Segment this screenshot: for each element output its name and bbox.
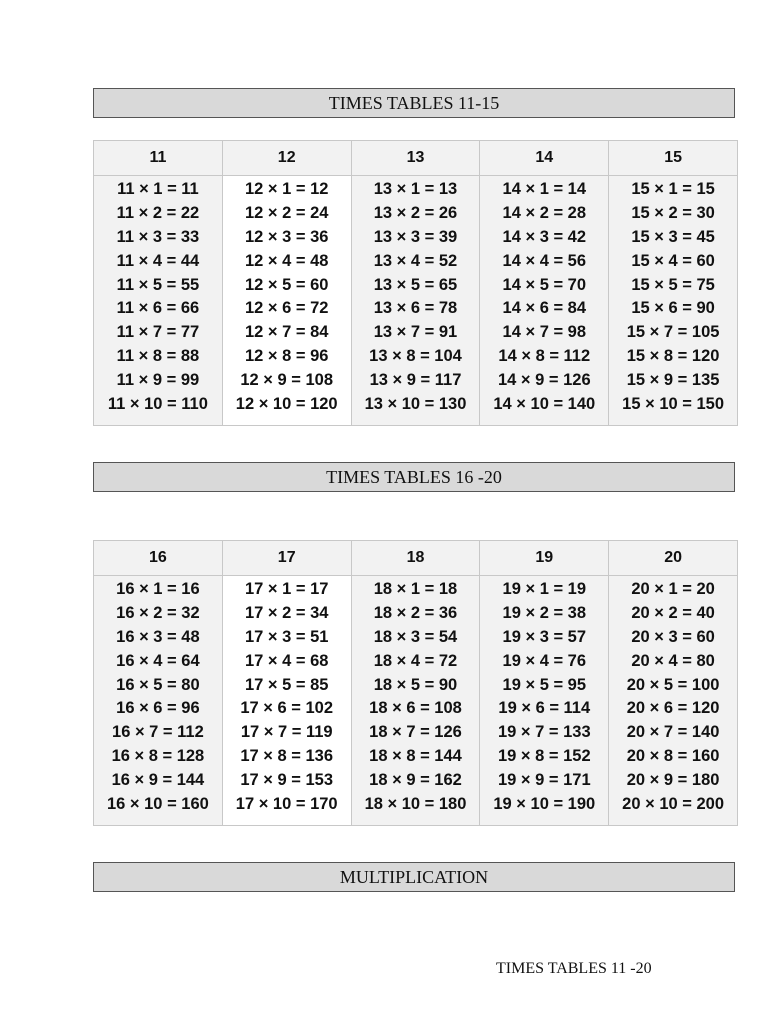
table-column [609,141,737,425]
multiplication-fact: 17 × 9 = 153 [240,771,334,790]
multiplication-fact: 16 × 6 = 96 [116,699,200,718]
multiplication-fact: 13 × 9 = 117 [369,371,462,390]
multiplication-fact: 20 × 1 = 20 [631,580,715,598]
multiplication-fact: 18 × 7 = 126 [369,723,462,742]
multiplication-fact: 15 × 10 = 150 [622,395,725,414]
section-title-11-15: TIMES TABLES 11-15 [93,88,735,118]
multiplication-fact: 12 × 1 = 12 [244,180,329,198]
multiplication-fact: 17 × 2 = 34 [244,603,329,622]
column-body [480,176,608,417]
multiplication-fact: 11 × 4 = 44 [116,251,200,270]
multiplication-fact: 19 × 6 = 114 [498,699,591,718]
column-body [609,576,737,817]
table-column [223,141,352,425]
column-body [480,576,608,817]
column-body [94,176,222,417]
multiplication-fact: 13 × 2 = 26 [373,203,458,222]
multiplication-fact: 19 × 10 = 190 [493,795,596,814]
multiplication-fact: 15 × 4 = 60 [631,251,715,270]
multiplication-fact: 16 × 3 = 48 [116,627,200,646]
table-column [352,541,481,825]
multiplication-fact: 15 × 3 = 45 [631,227,715,246]
multiplication-fact: 15 × 8 = 120 [626,347,720,366]
multiplication-fact: 14 × 2 = 28 [502,203,587,222]
multiplication-fact: 13 × 3 = 39 [373,227,458,246]
multiplication-fact: 19 × 2 = 38 [502,603,587,622]
multiplication-fact: 20 × 3 = 60 [631,627,715,646]
multiplication-fact: 11 × 5 = 55 [116,275,200,294]
multiplication-fact: 11 × 7 = 77 [116,323,200,342]
multiplication-fact: 12 × 10 = 120 [235,395,338,414]
multiplication-fact: 13 × 4 = 52 [373,251,458,270]
column-header: 20 [609,541,737,576]
multiplication-fact: 12 × 5 = 60 [244,275,329,294]
multiplication-fact: 13 × 8 = 104 [369,347,462,366]
multiplication-fact: 14 × 10 = 140 [493,395,596,414]
table-column [223,541,352,825]
multiplication-fact: 14 × 3 = 42 [502,227,587,246]
multiplication-fact: 16 × 10 = 160 [106,795,209,814]
multiplication-fact: 17 × 1 = 17 [244,580,329,598]
column-header: 19 [480,541,608,576]
column-header: 18 [352,541,480,576]
column-body [223,176,351,417]
multiplication-fact: 15 × 1 = 15 [631,180,715,198]
column-body [352,176,480,417]
multiplication-fact: 14 × 7 = 98 [502,323,587,342]
multiplication-fact: 16 × 7 = 112 [112,723,204,742]
multiplication-fact: 18 × 2 = 36 [373,603,458,622]
multiplication-fact: 19 × 8 = 152 [497,747,591,766]
times-table-11-15 [93,140,738,426]
multiplication-fact: 20 × 5 = 100 [626,675,720,694]
multiplication-fact: 17 × 10 = 170 [235,795,338,814]
multiplication-fact: 14 × 5 = 70 [502,275,587,294]
column-header: 13 [352,141,480,176]
multiplication-fact: 20 × 7 = 140 [626,723,720,742]
multiplication-fact: 20 × 9 = 180 [626,771,720,790]
multiplication-fact: 13 × 5 = 65 [373,275,458,294]
multiplication-fact: 15 × 5 = 75 [631,275,715,294]
multiplication-fact: 12 × 7 = 84 [244,323,329,342]
multiplication-fact: 12 × 6 = 72 [244,299,329,318]
multiplication-fact: 12 × 2 = 24 [244,203,329,222]
multiplication-fact: 11 × 6 = 66 [116,299,200,318]
multiplication-fact: 11 × 3 = 33 [116,227,200,246]
multiplication-fact: 17 × 8 = 136 [240,747,334,766]
multiplication-fact: 11 × 2 = 22 [116,203,200,222]
multiplication-fact: 15 × 7 = 105 [626,323,720,342]
multiplication-fact: 14 × 8 = 112 [498,347,591,366]
multiplication-fact: 16 × 1 = 16 [116,580,200,598]
column-body [609,176,737,417]
column-body [94,576,222,817]
multiplication-fact: 16 × 4 = 64 [116,651,200,670]
multiplication-fact: 13 × 6 = 78 [373,299,458,318]
table-column [480,541,609,825]
multiplication-fact: 17 × 3 = 51 [244,627,329,646]
column-header: 15 [609,141,737,176]
section-title-16-20: TIMES TABLES 16 -20 [93,462,735,492]
multiplication-fact: 18 × 8 = 144 [369,747,462,766]
multiplication-fact: 13 × 1 = 13 [373,180,458,198]
multiplication-fact: 12 × 9 = 108 [240,371,334,390]
multiplication-fact: 20 × 2 = 40 [631,603,715,622]
multiplication-fact: 17 × 7 = 119 [240,723,333,742]
multiplication-fact: 14 × 6 = 84 [502,299,587,318]
column-header: 16 [94,541,222,576]
multiplication-fact: 18 × 10 = 180 [364,795,467,814]
table-column [609,541,737,825]
column-header: 12 [223,141,351,176]
multiplication-fact: 19 × 3 = 57 [502,627,587,646]
times-table-16-20 [93,540,738,826]
table-column [352,141,481,425]
column-header: 17 [223,541,351,576]
multiplication-fact: 17 × 4 = 68 [244,651,329,670]
multiplication-fact: 12 × 3 = 36 [244,227,329,246]
multiplication-fact: 20 × 10 = 200 [622,795,725,814]
multiplication-fact: 18 × 3 = 54 [373,627,458,646]
multiplication-fact: 18 × 5 = 90 [373,675,458,694]
multiplication-fact: 15 × 9 = 135 [626,371,720,390]
column-header: 14 [480,141,608,176]
multiplication-fact: 14 × 1 = 14 [502,180,587,198]
table-column [480,141,609,425]
table-column [94,541,223,825]
multiplication-fact: 19 × 1 = 19 [502,580,587,598]
multiplication-fact: 19 × 5 = 95 [502,675,587,694]
multiplication-fact: 19 × 4 = 76 [502,651,587,670]
multiplication-fact: 18 × 6 = 108 [369,699,462,718]
column-body [352,576,480,817]
multiplication-fact: 16 × 2 = 32 [116,603,200,622]
multiplication-fact: 11 × 8 = 88 [116,347,200,366]
footer-label: TIMES TABLES 11 -20 [496,960,652,977]
multiplication-fact: 20 × 6 = 120 [626,699,720,718]
multiplication-fact: 18 × 1 = 18 [373,580,458,598]
multiplication-fact: 17 × 5 = 85 [244,675,329,694]
multiplication-fact: 19 × 9 = 171 [497,771,591,790]
multiplication-fact: 14 × 4 = 56 [502,251,587,270]
multiplication-fact: 12 × 4 = 48 [244,251,329,270]
multiplication-fact: 15 × 6 = 90 [631,299,715,318]
multiplication-fact: 12 × 8 = 96 [244,347,329,366]
multiplication-fact: 16 × 9 = 144 [111,771,205,790]
multiplication-fact: 15 × 2 = 30 [631,203,715,222]
column-body [223,576,351,817]
multiplication-fact: 11 × 10 = 110 [107,395,208,414]
multiplication-fact: 13 × 7 = 91 [373,323,458,342]
table-column [94,141,223,425]
multiplication-fact: 16 × 5 = 80 [116,675,200,694]
section-title-multiplication: MULTIPLICATION [93,862,735,892]
multiplication-fact: 18 × 9 = 162 [369,771,462,790]
multiplication-fact: 18 × 4 = 72 [373,651,458,670]
multiplication-fact: 13 × 10 = 130 [364,395,467,414]
multiplication-fact: 11 × 1 = 11 [117,180,199,198]
column-header: 11 [94,141,222,176]
multiplication-fact: 20 × 8 = 160 [626,747,720,766]
multiplication-fact: 19 × 7 = 133 [497,723,591,742]
multiplication-fact: 14 × 9 = 126 [497,371,591,390]
multiplication-fact: 20 × 4 = 80 [631,651,715,670]
multiplication-fact: 16 × 8 = 128 [111,747,205,766]
multiplication-fact: 11 × 9 = 99 [116,371,200,390]
multiplication-fact: 17 × 6 = 102 [240,699,334,718]
